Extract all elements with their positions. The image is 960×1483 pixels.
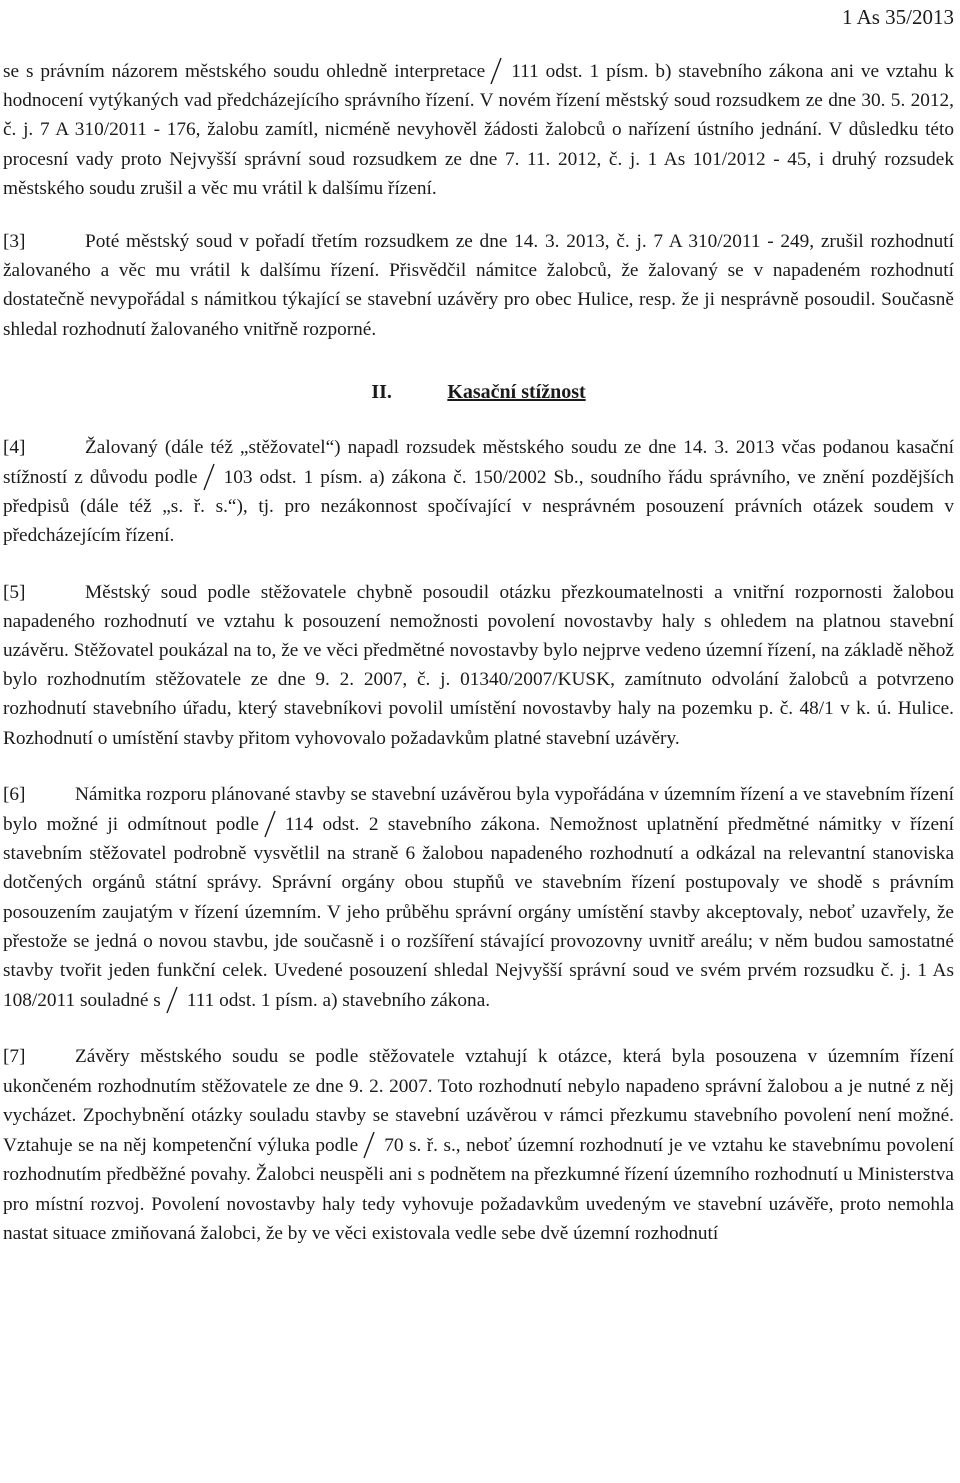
paragraph-text: se s právním názorem městského soudu ohledně interpretace	[3, 61, 486, 82]
section-title: Kasační stížnost	[447, 380, 586, 403]
paragraph-text: Závěry městského soudu se podle stěžovatele vztahují k otázce, která byla posouzena v územním řízení ukončeném rozhodnutím stěžovatele ze dne 9. 2. 2007. Toto rozhodnutí nebylo napadeno správní žalobou a je nutné z něj vycházet. Zpochybnění otázky souladu stavby se stavební uzávěrou v rámci přezkumu stavebního povolení není možné. Vztahuje se na něj kompetenční výluka podle	[3, 1046, 954, 1157]
paragraph-number: [5]	[3, 581, 26, 603]
paragraph-text: 70 s. ř. s., neboť územní rozhodnutí je ve vztahu ke stavebnímu povolení rozhodnutím předběžné povahy. Žalobci neuspěli ani s podnětem na přezkumné řízení územního rozhodnutí u Ministerstva pro místní rozvoj. Povolení novostavby haly tedy vyhovuje požadavkům uvedeným ve stavební uzávěře, proto nemohla nastat situace zmiňovaná žalobci, že by ve věci existovala vedle sebe dvě územní rozhodnutí	[3, 1135, 954, 1244]
paragraph-4	[3, 433, 954, 551]
page-number: 1 As 35/2013	[841, 5, 954, 29]
paragraph-5	[3, 578, 954, 753]
section-sign-icon	[165, 985, 179, 1015]
paragraph-text: Žalovaný (dále též „stěžovatel“) napadl rozsudek městského soudu ze dne 14. 3. 2013 včas podanou kasační stížností z důvodu podle	[3, 436, 954, 489]
paragraph-text: Poté městský soud v pořadí třetím rozsudkem ze dne 14. 3. 2013, č. j. 7 A 310/2011 - 249, zrušil rozhodnutí žalovaného a věc mu vrátil k dalšímu řízení. Přisvědčil námitce žalobců, že žalovaný se v napadeném rozhodnutí dostatečně nevypořádal s námitkou týkající se stavební uzávěry pro obec Hulice, resp. že ji nesprávně posoudil. Současně shledal rozhodnutí žalovaného vnitřně rozporné.	[3, 231, 954, 340]
paragraph-number: [7]	[3, 1046, 26, 1068]
paragraph-text: Městský soud podle stěžovatele chybně posoudil otázku přezkoumatelnosti a vnitřní rozpornosti žalobou napadeného rozhodnutí ve vztahu k posouzení nemožnosti povolení novostavby haly s ohledem na platnou stavební uzávěru. Stěžovatel poukázal na to, že ve věci předmětné novostavby bylo nejprve vedeno územní řízení, na základě něhož bylo rozhodnutím stěžovatele ze dne 9. 2. 2007, č. j. 01340/2007/KUSK, zamítnuto odvolání žalobců a potvrzeno rozhodnutí stavebního úřadu, který stavebníkovi povolil umístění novostavby haly na pozemku p. č. 48/1 v k. ú. Hulice. Rozhodnutí o umístění stavby přitom vyhovovalo požadavkům platné stavební uzávěry.	[3, 581, 954, 749]
section-sign-icon	[489, 56, 503, 86]
section-sign-icon	[202, 462, 216, 492]
section-sign-icon	[263, 809, 277, 839]
paragraph-number: [4]	[3, 436, 26, 458]
paragraph-number: [3]	[3, 231, 26, 253]
paragraph-7	[3, 1042, 954, 1247]
paragraph-text: 103 odst. 1 písm. a) zákona č. 150/2002 Sb., soudního řádu správního, ve znění pozdějších předpisů (dále též „s. ř. s.“), tj. pro nezákonnost spočívající v nesprávném posouzení právních otázek soudem v předcházejícím řízení.	[3, 467, 954, 547]
paragraph-6	[3, 780, 954, 1016]
document-body	[3, 56, 954, 1275]
paragraph-text: 111 odst. 1 písm. a) stavebního zákona.	[186, 990, 491, 1012]
section-sign-icon	[362, 1130, 376, 1160]
paragraph-text: Námitka rozporu plánované stavby se stavební uzávěrou byla vypořádána v územním řízení a ve stavebním řízení bylo možné ji odmítnout podle	[3, 783, 954, 836]
paragraph-continuation	[3, 56, 954, 203]
section-heading	[3, 378, 954, 407]
paragraph-3	[3, 227, 954, 344]
paragraph-number: [6]	[3, 783, 26, 805]
paragraph-text: 114 odst. 2 stavebního zákona. Nemožnost uplatnění předmětné námitky v řízení stavebním stěžovatel podrobně vysvětlil na straně 6 žalobou napadeného rozhodnutí a odkázal na relevantní stanoviska dotčených orgánů státní správy. Správní orgány obou stupňů ve stavebním řízení postupovaly ve shodě s právním posouzením zaujatým v řízení územním. V jeho průběhu správní orgány umístění stavby akceptovaly, neboť uzavřely, že přestože se jedná o novou stavbu, jde současně i o rozšíření stávající provozovny uvnitř areálu; v něm budou samostatné stavby tvořit jeden funkční celek. Uvedené posouzení shledal Nejvyšší správní soud ve svém prvém rozsudku č. j. 1 As 108/2011 souladné s	[3, 814, 954, 1012]
section-number: II.	[371, 380, 392, 403]
paragraph-text: 111 odst. 1 písm. b) stavebního zákona ani ve vztahu k hodnocení vytýkaných vad předcházejícího správního řízení. V novém řízení městský soud rozsudkem ze dne 30. 5. 2012, č. j. 7 A 310/2011 - 176, žalobu zamítl, nicméně nevyhověl žádosti žalobců o nařízení ústního jednání. V důsledku této procesní vady proto Nejvyšší správní soud rozsudkem ze dne 7. 11. 2012, č. j. 1 As 101/2012 - 45, i druhý rozsudek městského soudu zrušil a věc mu vrátil k dalšímu řízení.	[3, 61, 954, 199]
